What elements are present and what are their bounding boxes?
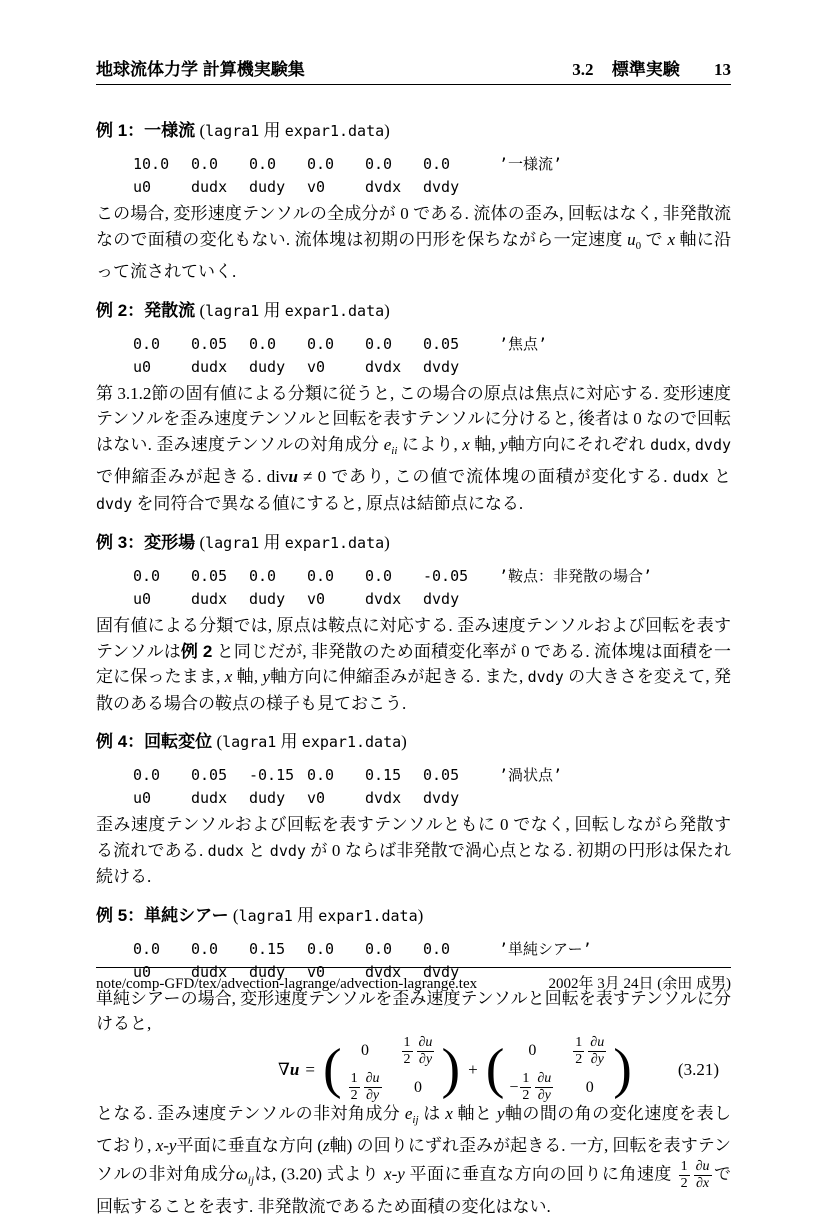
label-cell: dudx	[191, 356, 249, 379]
value-cell: 0.0	[365, 153, 423, 176]
value-cell: 0.05	[423, 764, 481, 787]
label-cell: dvdy	[423, 176, 481, 199]
text-segment: は	[419, 1104, 446, 1123]
text-segment: (	[195, 301, 205, 320]
data-values-row	[133, 333, 731, 356]
value-cell: 0.0	[423, 153, 481, 176]
text-segment: (	[229, 906, 239, 925]
text-segment: ω	[236, 1164, 248, 1183]
value-cell: 0.0	[133, 565, 191, 588]
text-segment: を同符合で異なる値にすると, 原点は結節点になる.	[132, 494, 523, 513]
nabla-symbol: ∇	[278, 1060, 290, 1079]
text-segment: x	[667, 230, 675, 249]
document-title: 地球流体力学 計算機実験集	[96, 60, 305, 80]
minus-sign: −	[509, 1079, 518, 1097]
text-segment: expar1.data	[318, 907, 417, 925]
label-cell: u0	[133, 787, 191, 810]
strain-rate-matrix	[323, 1035, 460, 1104]
frac-denominator: 2	[520, 1088, 531, 1104]
value-cell: 0.0	[133, 333, 191, 356]
example-4-heading	[96, 732, 731, 752]
example-4-paragraph	[96, 812, 731, 890]
right-paren: )	[613, 1043, 632, 1096]
data-comment: ’一様流’	[499, 155, 562, 173]
data-values-row	[133, 565, 731, 588]
equation-body	[278, 1035, 632, 1104]
label-cell: dudy	[249, 787, 307, 810]
text-segment: )	[384, 121, 390, 140]
text-segment: dvdy	[528, 668, 564, 686]
label-cell: v0	[307, 176, 365, 199]
label-cell: v0	[307, 588, 365, 611]
velocity-u: u	[290, 1060, 299, 1079]
text-segment: dvdy	[96, 495, 132, 513]
text-segment: 例 2：発散流	[96, 301, 195, 320]
frac-numerator: 1	[349, 1071, 360, 1088]
label-cell: u0	[133, 356, 191, 379]
text-segment: 例 1：一様流	[96, 121, 195, 140]
left-paren: (	[486, 1043, 505, 1096]
text-segment: x	[225, 667, 233, 686]
text-segment: y	[497, 1104, 505, 1123]
frac-numerator: ∂u	[588, 1035, 606, 1052]
fraction-one-half	[520, 1071, 531, 1104]
text-segment: 単純シアーの場合, 変形速度テンソルを歪み速度テンソルと回転を表すテンソルに分けると,	[96, 989, 731, 1034]
page-header	[96, 60, 731, 85]
text-segment: dudx	[673, 468, 709, 486]
label-cell: dudx	[191, 961, 249, 984]
text-segment: は, (3.20) 式より	[254, 1164, 384, 1183]
closing-paragraph	[96, 1101, 731, 1219]
text-segment: lagra1	[205, 122, 259, 140]
value-cell: 0.0	[365, 938, 423, 961]
label-cell: dvdy	[423, 588, 481, 611]
frac-denominator: ∂y	[417, 1052, 434, 1068]
text-segment: と	[709, 467, 731, 486]
example-4-section	[96, 732, 731, 890]
example-3-section	[96, 533, 731, 716]
text-segment: 例 5：単純シアー	[96, 906, 229, 925]
matrix-cell: 0	[414, 1079, 422, 1097]
label-cell: u0	[133, 176, 191, 199]
matrix-cells	[342, 1035, 442, 1104]
value-cell: 0.0	[365, 333, 423, 356]
data-labels-row	[133, 787, 731, 810]
example-1-section	[96, 121, 731, 285]
text-segment: 軸と	[453, 1104, 497, 1123]
fraction-dudy	[588, 1035, 606, 1068]
text-segment: 軸方向に伸縮歪みが起きる. また,	[270, 667, 528, 686]
text-segment: (	[195, 121, 205, 140]
text-segment: 用	[259, 301, 285, 320]
fraction-dudy	[417, 1035, 435, 1068]
label-cell: dvdx	[365, 961, 423, 984]
value-cell: 0.0	[249, 333, 307, 356]
label-cell: dvdx	[365, 787, 423, 810]
text-segment: と	[244, 841, 270, 860]
text-segment: となる. 歪み速度テンソルの非対角成分	[96, 1104, 405, 1123]
text-segment: x-y	[384, 1164, 405, 1183]
text-segment: 平面に垂直な方向 (	[176, 1136, 322, 1155]
text-segment: 0	[636, 240, 642, 252]
value-cell: -0.05	[423, 565, 481, 588]
inline-fraction: $\frac{1}{2}$	[679, 1159, 690, 1192]
label-cell: dudy	[249, 588, 307, 611]
value-cell: 0.0	[307, 938, 365, 961]
text-segment: dvdy	[695, 436, 731, 454]
frac-numerator: ∂u	[364, 1071, 382, 1088]
page-number: 13	[714, 60, 731, 79]
label-cell: v0	[307, 787, 365, 810]
value-cell: 0.0	[307, 764, 365, 787]
section-number: 3.2	[572, 60, 593, 79]
label-cell: dvdy	[423, 356, 481, 379]
text-segment: )	[384, 301, 390, 320]
document-page	[96, 0, 731, 1169]
text-segment: expar1.data	[285, 122, 384, 140]
data-values-row	[133, 938, 731, 961]
text-segment: (	[212, 732, 222, 751]
text-segment: と同じだが, 非発散のため面積変化率が 0 である. 流体塊は面積を一定に保ったまま,	[96, 642, 731, 687]
text-segment: で回転することを表す. 非発散流であるため面積の変化はない.	[96, 1164, 731, 1216]
label-cell: dudy	[249, 961, 307, 984]
equals-sign: =	[305, 1060, 315, 1079]
data-comment: ’鞍点：非発散の場合’	[499, 567, 652, 585]
label-cell: dudx	[191, 787, 249, 810]
matrix-cell	[347, 1071, 384, 1104]
data-comment: ’焦点’	[499, 335, 547, 353]
text-segment: )	[401, 732, 407, 751]
text-segment: e	[384, 435, 392, 454]
text-segment: で	[641, 230, 667, 249]
label-cell: dudy	[249, 176, 307, 199]
text-segment: 用	[276, 732, 302, 751]
label-cell: dudy	[249, 356, 307, 379]
data-comment: ’渦状点’	[499, 766, 562, 784]
data-values-row	[133, 153, 731, 176]
text-segment: で伸縮歪みが起きる. div	[96, 467, 288, 486]
example-3-data-block	[133, 565, 731, 611]
label-cell: dvdy	[423, 787, 481, 810]
text-segment: x-y	[156, 1136, 177, 1155]
text-segment: 軸,	[232, 667, 262, 686]
page-footer	[96, 967, 731, 994]
text-segment: 軸,	[470, 435, 500, 454]
text-segment: 歪み速度テンソルおよび回転を表すテンソルともに 0 でなく, 回転しながら発散する流れである.	[96, 815, 731, 860]
text-segment: ,	[686, 435, 695, 454]
text-segment: x	[462, 435, 470, 454]
text-segment: 軸の間の角の変化速度を表しており,	[96, 1104, 731, 1156]
text-segment: dudx	[650, 436, 686, 454]
text-segment: 軸に沿って流されていく.	[96, 230, 731, 282]
frac-numerator: ∂u	[417, 1035, 435, 1052]
text-segment: が 0 ならば非発散で渦心点となる. 初期の円形は保たれ続ける.	[96, 841, 731, 887]
example-1-data-block	[133, 153, 731, 199]
text-segment: u	[288, 467, 297, 486]
text-segment: lagra1	[205, 534, 259, 552]
text-segment: ij	[412, 1114, 418, 1126]
equation-3-21	[96, 1041, 731, 1099]
text-segment: 第 3.1.2節の固有値による分類に従うと, この場合の原点は焦点に対応する. 変形速度テンソルを歪み速度テンソルと回転を表すテンソルに分けると, 後者は 0 なので回転はない. 歪み速度テンソルの対角成分	[96, 384, 731, 454]
text-segment: )	[384, 533, 390, 552]
text-segment: により,	[397, 435, 462, 454]
example-2-heading	[96, 301, 731, 321]
value-cell: 0.0	[133, 938, 191, 961]
value-cell: 0.0	[133, 764, 191, 787]
text-segment: lagra1	[239, 907, 293, 925]
frac-denominator: 2	[402, 1052, 413, 1068]
inline-fraction: $\frac{\partial u}{\partial x}$	[694, 1159, 712, 1192]
value-cell: 0.05	[191, 764, 249, 787]
text-segment: dvdy	[270, 842, 306, 860]
data-comment: ’単純シアー’	[499, 940, 592, 958]
example-4-data-block	[133, 764, 731, 810]
value-cell: 0.15	[365, 764, 423, 787]
example-2-paragraph	[96, 381, 731, 518]
text-segment: 用	[293, 906, 319, 925]
value-cell: 0.0	[191, 153, 249, 176]
left-paren: (	[323, 1043, 342, 1096]
source-file-path: note/comp-GFD/tex/advection-lagrange/advection-lagrange.tex	[96, 975, 477, 994]
nabla-u-lhs	[278, 1060, 315, 1080]
value-cell: 0.0	[423, 938, 481, 961]
label-cell: dvdx	[365, 176, 423, 199]
value-cell: 0.0	[249, 565, 307, 588]
plus-sign: +	[468, 1060, 478, 1080]
value-cell: 0.05	[191, 565, 249, 588]
text-segment: (	[195, 533, 205, 552]
data-values-row	[133, 764, 731, 787]
text-segment: 軸) の回りにずれ歪みが起きる. 一方, 回転を表すテンソルの非対角成分	[96, 1136, 731, 1183]
frac-denominator: 2	[349, 1088, 360, 1104]
value-cell: 0.0	[191, 938, 249, 961]
example-5-heading	[96, 906, 731, 926]
frac-denominator: ∂y	[589, 1052, 606, 1068]
text-segment: u	[627, 230, 636, 249]
text-segment: 例 2	[181, 642, 212, 661]
matrix-cell: 0	[586, 1079, 594, 1097]
text-segment: dudx	[208, 842, 244, 860]
text-segment: y	[500, 435, 508, 454]
fraction-one-half	[573, 1035, 584, 1068]
right-paren: )	[441, 1043, 460, 1096]
data-labels-row	[133, 356, 731, 379]
text-segment: e	[405, 1104, 413, 1123]
text-segment: expar1.data	[285, 302, 384, 320]
label-cell: v0	[307, 961, 365, 984]
text-segment: ij	[248, 1174, 254, 1186]
frac-numerator: ∂u	[535, 1071, 553, 1088]
value-cell: 0.05	[423, 333, 481, 356]
text-segment: の大きさを変えて, 発散のある場合の鞍点の様子も見ておこう.	[96, 667, 731, 713]
label-cell: dvdx	[365, 588, 423, 611]
example-1-heading	[96, 121, 731, 141]
frac-denominator: ∂y	[536, 1088, 553, 1104]
example-3-paragraph	[96, 613, 731, 716]
label-cell: u0	[133, 588, 191, 611]
value-cell: 0.05	[191, 333, 249, 356]
data-labels-row	[133, 176, 731, 199]
label-cell: dvdx	[365, 356, 423, 379]
text-segment: 固有値による分類では, 原点は鞍点に対応する. 歪み速度テンソルおよび回転を表すテンソルは	[96, 616, 731, 661]
fraction-one-half	[402, 1035, 413, 1068]
frac-numerator: 1	[402, 1035, 413, 1052]
frac-numerator: 1	[520, 1071, 531, 1088]
label-cell: dudx	[191, 588, 249, 611]
label-cell: u0	[133, 961, 191, 984]
text-segment: 例 3：変形場	[96, 533, 195, 552]
section-title: 標準実験	[612, 60, 680, 79]
value-cell: 10.0	[133, 153, 191, 176]
value-cell: 0.0	[365, 565, 423, 588]
fraction-dudy	[364, 1071, 382, 1104]
text-segment: z	[323, 1136, 330, 1155]
example-2-section	[96, 301, 731, 518]
value-cell: 0.0	[249, 153, 307, 176]
text-segment: lagra1	[222, 733, 276, 751]
value-cell: 0.0	[307, 153, 365, 176]
text-segment: 用	[259, 121, 285, 140]
matrix-cell: 0	[528, 1042, 536, 1060]
rotation-matrix	[486, 1035, 632, 1104]
matrix-cell	[571, 1035, 608, 1068]
text-segment: 用	[259, 533, 285, 552]
fraction-dudy	[535, 1071, 553, 1104]
text-segment: この場合, 変形速度テンソルの全成分が 0 である. 流体の歪み, 回転はなく, 非発散流なので面積の変化もない. 流体塊は初期の円形を保ちながら一定速度	[96, 204, 731, 249]
label-cell: v0	[307, 356, 365, 379]
text-segment: y	[262, 667, 270, 686]
header-right	[572, 60, 731, 80]
example-2-data-block	[133, 333, 731, 379]
matrix-cell	[400, 1035, 437, 1068]
value-cell: 0.15	[249, 938, 307, 961]
frac-numerator: 1	[573, 1035, 584, 1052]
text-segment: 例 4：回転変位	[96, 732, 212, 751]
example-1-paragraph	[96, 201, 731, 285]
matrix-cell: 0	[361, 1042, 369, 1060]
text-segment: 平面に垂直な方向の回りに角速度	[405, 1164, 677, 1183]
text-segment: x	[445, 1104, 453, 1123]
text-segment: ii	[391, 445, 397, 457]
matrix-cell	[509, 1071, 555, 1104]
text-segment: lagra1	[205, 302, 259, 320]
frac-denominator: ∂y	[364, 1088, 381, 1104]
value-cell: 0.0	[307, 565, 365, 588]
data-labels-row	[133, 588, 731, 611]
footer-date: 2002年 3月 24日 (余田 成男)	[549, 975, 732, 994]
text-segment: expar1.data	[302, 733, 401, 751]
text-segment: expar1.data	[285, 534, 384, 552]
text-segment: ≠ 0 であり, この値で流体塊の面積が変化する.	[298, 467, 673, 486]
value-cell: -0.15	[249, 764, 307, 787]
text-segment: )	[418, 906, 424, 925]
frac-denominator: 2	[573, 1052, 584, 1068]
label-cell: dvdy	[423, 961, 481, 984]
matrix-cells	[504, 1035, 613, 1104]
fraction-one-half	[349, 1071, 360, 1104]
example-3-heading	[96, 533, 731, 553]
equation-number: (3.21)	[678, 1060, 719, 1080]
value-cell: 0.0	[307, 333, 365, 356]
text-segment: 軸方向にそれぞれ	[508, 435, 650, 454]
label-cell: dudx	[191, 176, 249, 199]
